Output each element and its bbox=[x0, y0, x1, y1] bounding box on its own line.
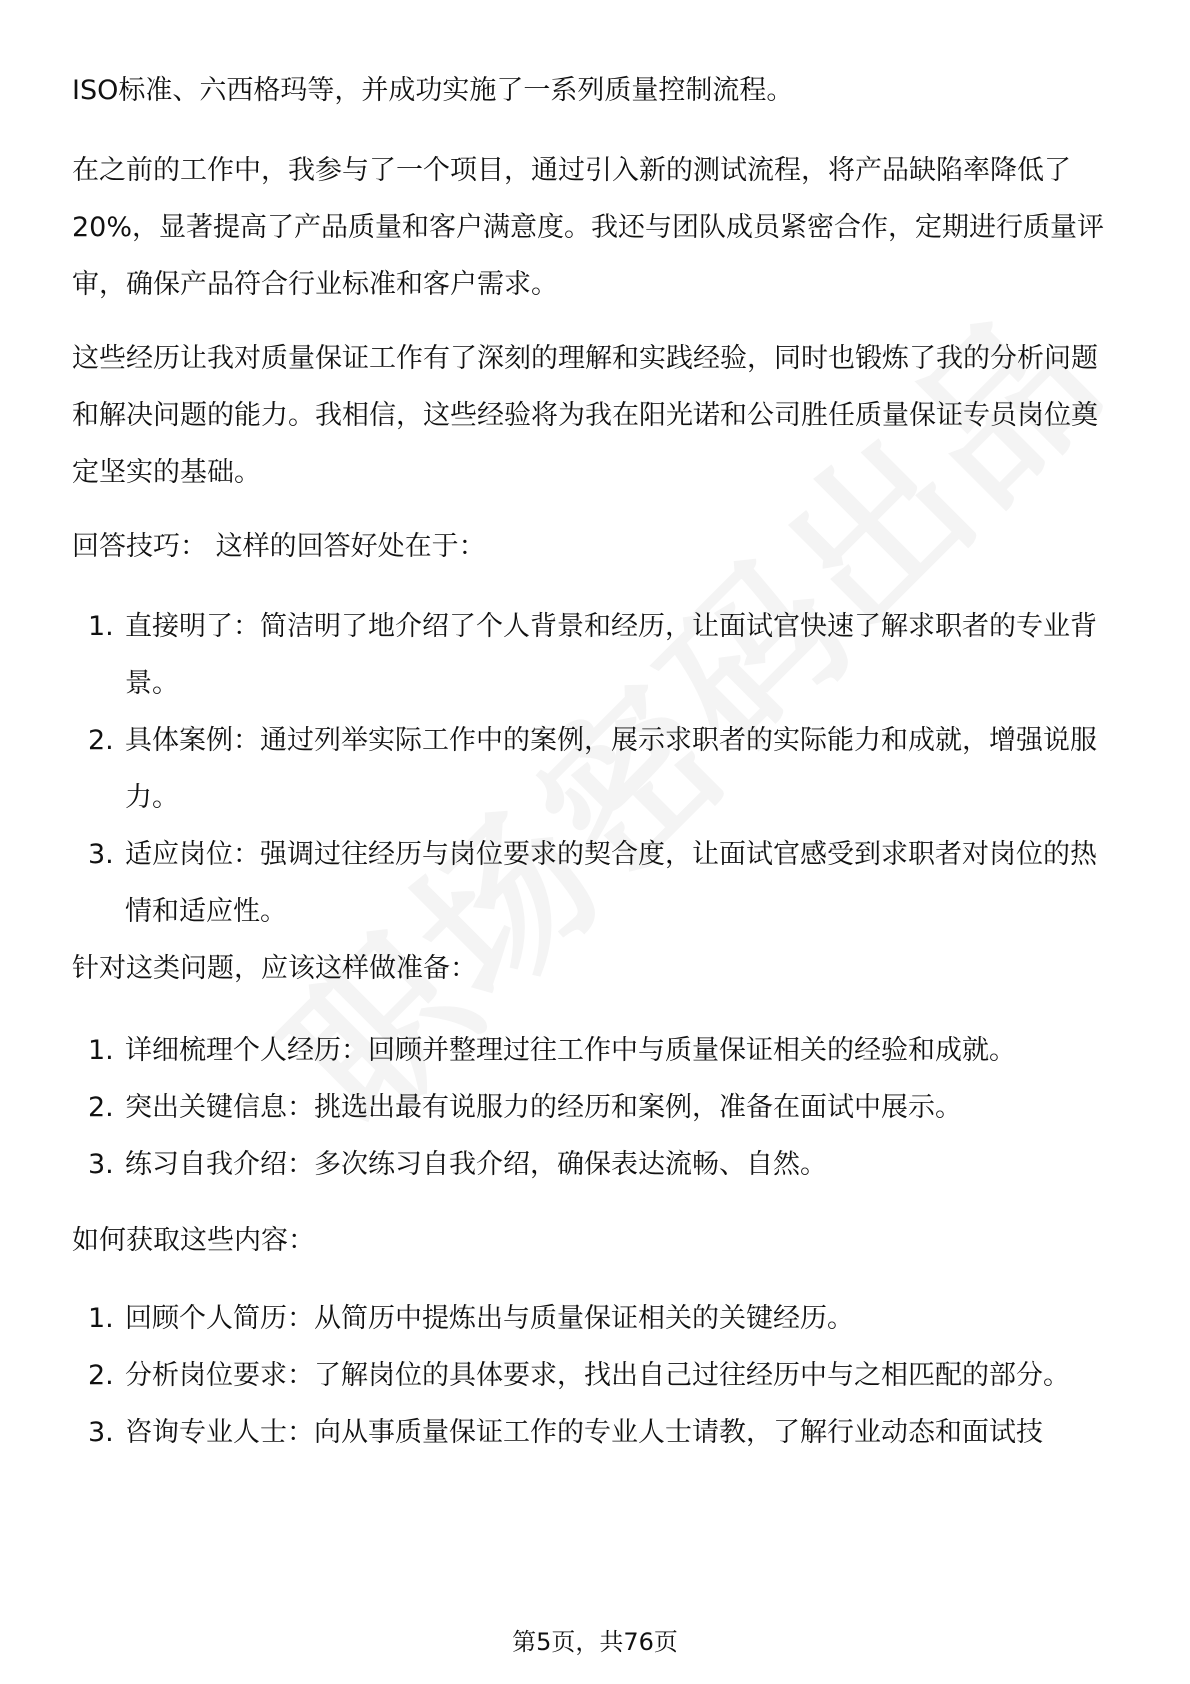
list-number: 1. bbox=[88, 611, 114, 642]
list-text: 咨询专业人士：向从事质量保证工作的专业人士请教，了解行业动态和面试技 bbox=[125, 1417, 1043, 1448]
list-item bbox=[72, 712, 1122, 826]
list-number: 3. bbox=[88, 1149, 114, 1180]
paragraph-2: 在之前的工作中，我参与了一个项目，通过引入新的测试流程，将产品缺陷率降低了20%，显著提高了产品质量和客户满意度。我还与团队成员紧密合作，定期进行质量评审，确保产品符合行业标准和客户需求。 bbox=[72, 155, 1105, 300]
list-text: 具体案例：通过列举实际工作中的案例，展示求职者的实际能力和成就，增强说服力。 bbox=[125, 725, 1097, 813]
list-number: 3. bbox=[88, 1417, 114, 1448]
prep-list bbox=[72, 1022, 1122, 1193]
tips-heading: 回答技巧： 这样的回答好处在于： bbox=[72, 531, 486, 562]
list-text: 适应岗位：强调过往经历与岗位要求的契合度，让面试官感受到求职者对岗位的热情和适应性。 bbox=[125, 839, 1097, 927]
prep-heading: 针对这类问题，应该这样做准备： bbox=[72, 953, 477, 984]
obtain-list bbox=[72, 1290, 1122, 1461]
list-item bbox=[72, 1404, 1122, 1461]
list-number: 2. bbox=[88, 1092, 114, 1123]
paragraph-1: ISO标准、六西格玛等，并成功实施了一系列质量控制流程。 bbox=[72, 75, 794, 106]
list-text: 练习自我介绍：多次练习自我介绍，确保表达流畅、自然。 bbox=[125, 1149, 827, 1180]
list-number: 2. bbox=[88, 725, 114, 756]
obtain-heading: 如何获取这些内容： bbox=[72, 1225, 315, 1256]
list-text: 直接明了：简洁明了地介绍了个人背景和经历，让面试官快速了解求职者的专业背景。 bbox=[125, 611, 1097, 699]
paragraph-3: 这些经历让我对质量保证工作有了深刻的理解和实践经验，同时也锻炼了我的分析问题和解决问题的能力。我相信，这些经验将为我在阳光诺和公司胜任质量保证专员岗位奠定坚实的基础。 bbox=[72, 343, 1098, 488]
list-number: 3. bbox=[88, 839, 114, 870]
list-item bbox=[72, 826, 1122, 940]
list-number: 2. bbox=[88, 1360, 114, 1391]
list-text: 突出关键信息：挑选出最有说服力的经历和案例，准备在面试中展示。 bbox=[125, 1092, 962, 1123]
list-text: 详细梳理个人经历：回顾并整理过往工作中与质量保证相关的经验和成就。 bbox=[125, 1035, 1016, 1066]
list-item bbox=[72, 1290, 1122, 1347]
list-item bbox=[72, 1079, 1122, 1136]
list-text: 回顾个人简历：从简历中提炼出与质量保证相关的关键经历。 bbox=[125, 1303, 854, 1334]
list-item bbox=[72, 598, 1122, 712]
list-text: 分析岗位要求：了解岗位的具体要求，找出自己过往经历中与之相匹配的部分。 bbox=[125, 1360, 1070, 1391]
list-item bbox=[72, 1136, 1122, 1193]
list-number: 1. bbox=[88, 1303, 114, 1334]
page-footer: 第5页，共76页 bbox=[512, 1628, 678, 1656]
list-number: 1. bbox=[88, 1035, 114, 1066]
tips-list bbox=[72, 598, 1122, 940]
list-item bbox=[72, 1347, 1122, 1404]
list-item bbox=[72, 1022, 1122, 1079]
